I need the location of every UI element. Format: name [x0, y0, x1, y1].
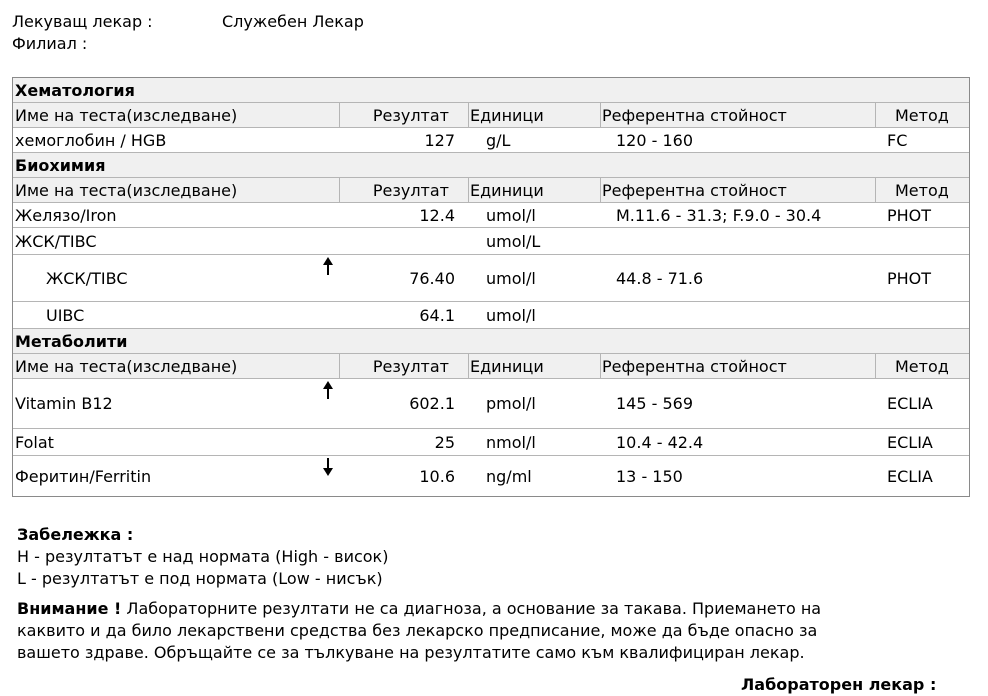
- column-name-header: Име на теста(изследване): [15, 180, 238, 200]
- test-reference: 13 - 150: [616, 466, 683, 486]
- column-result-header: Резултат: [372, 105, 449, 125]
- column-units-header: Единици: [470, 356, 544, 376]
- test-method: FC: [887, 130, 908, 150]
- column-header-row: [13, 354, 969, 379]
- section-header: [13, 78, 969, 103]
- test-result: 76.40: [409, 268, 455, 288]
- column-divider: [339, 354, 340, 378]
- test-units: umol/l: [486, 305, 536, 325]
- test-method: PHOT: [887, 268, 932, 288]
- section-title: Метаболити: [15, 331, 128, 351]
- test-method: ECLIA: [887, 394, 933, 413]
- notes-high: H - резултатът е над нормата (High - висок): [17, 547, 389, 566]
- test-name: UIBC: [46, 305, 85, 325]
- column-method-header: Метод: [895, 180, 949, 200]
- section-title: Биохимия: [15, 155, 106, 175]
- test-result: 127: [424, 130, 455, 150]
- column-name-header: Име на теста(изследване): [15, 105, 238, 125]
- column-divider: [339, 103, 340, 127]
- test-result: 10.6: [419, 466, 455, 486]
- test-name: Желязо/Iron: [15, 205, 117, 225]
- branch-row: [12, 34, 364, 54]
- test-method: PHOT: [887, 205, 932, 225]
- column-divider: [339, 178, 340, 202]
- table-row: [13, 302, 969, 329]
- warning-line-1: Лабораторните резултати не са диагноза, а основание за такава. Приемането на: [121, 599, 822, 618]
- test-method: ECLIA: [887, 466, 933, 486]
- notes-title: Забележка :: [17, 525, 134, 544]
- report-header: [12, 12, 364, 54]
- test-name: ЖСК/TIBC: [15, 231, 97, 251]
- table-row: [13, 128, 969, 153]
- warning-paragraph: [17, 598, 821, 664]
- column-divider: [468, 178, 469, 202]
- test-method: ECLIA: [887, 432, 933, 452]
- warning-line-3: вашето здраве. Обръщайте се за тълкуване на резултатите само към квалифициран лекар.: [17, 643, 805, 662]
- table-row: [13, 255, 969, 302]
- test-units: umol/l: [486, 205, 536, 225]
- test-units: umol/l: [486, 268, 536, 288]
- table-row: [13, 228, 969, 255]
- column-divider: [875, 103, 876, 127]
- test-name: хемоглобин / HGB: [15, 130, 167, 150]
- column-divider: [875, 354, 876, 378]
- results-table: [12, 77, 970, 497]
- column-result-header: Резултат: [372, 180, 449, 200]
- test-units: umol/L: [486, 231, 541, 251]
- up-arrow-icon: [323, 379, 333, 428]
- up-arrow-icon: [323, 255, 333, 301]
- section-header: [13, 329, 969, 354]
- test-name: Vitamin B12: [15, 394, 113, 413]
- test-result: 25: [434, 432, 455, 452]
- section-title: Хематология: [15, 80, 135, 100]
- test-name: Folat: [15, 432, 54, 452]
- test-reference: 10.4 - 42.4: [616, 432, 704, 452]
- warning-label: Внимание !: [17, 599, 122, 618]
- doctor-value: Служебен Лекар: [222, 12, 364, 31]
- column-divider: [468, 354, 469, 378]
- table-row: [13, 379, 969, 429]
- branch-label: Филиал :: [12, 34, 88, 53]
- lab-doctor-label: Лабораторен лекар :: [741, 675, 937, 694]
- column-divider: [600, 178, 601, 202]
- test-reference: 120 - 160: [616, 130, 694, 150]
- column-reference-header: Референтна стойност: [602, 105, 787, 125]
- test-name: Феритин/Ferritin: [15, 466, 152, 486]
- test-result: 12.4: [419, 205, 455, 225]
- doctor-label: Лекуващ лекар :: [12, 12, 153, 31]
- test-units: g/L: [486, 130, 511, 150]
- doctor-row: [12, 12, 364, 32]
- test-units: ng/ml: [486, 466, 532, 486]
- column-units-header: Единици: [470, 105, 544, 125]
- column-divider: [468, 103, 469, 127]
- test-result: 64.1: [419, 305, 455, 325]
- column-method-header: Метод: [895, 356, 949, 376]
- test-result: 602.1: [409, 394, 455, 413]
- column-result-header: Резултат: [372, 356, 449, 376]
- column-divider: [600, 354, 601, 378]
- test-reference: M.11.6 - 31.3; F.9.0 - 30.4: [616, 205, 822, 225]
- column-method-header: Метод: [895, 105, 949, 125]
- column-units-header: Единици: [470, 180, 544, 200]
- test-name: ЖСК/TIBC: [46, 268, 128, 288]
- test-units: nmol/l: [486, 432, 536, 452]
- column-header-row: [13, 178, 969, 203]
- notes-low: L - резултатът е под нормата (Low - нисък): [17, 569, 383, 588]
- test-reference: 145 - 569: [616, 394, 694, 413]
- column-name-header: Име на теста(изследване): [15, 356, 238, 376]
- table-row: [13, 456, 969, 496]
- column-divider: [600, 103, 601, 127]
- table-row: [13, 203, 969, 228]
- warning-line-2: каквито и да било лекарствени средства без лекарско предписание, може да бъде опасно за: [17, 621, 818, 640]
- column-divider: [875, 178, 876, 202]
- table-row: [13, 429, 969, 456]
- section-header: [13, 153, 969, 178]
- down-arrow-icon: [323, 456, 333, 496]
- column-reference-header: Референтна стойност: [602, 356, 787, 376]
- column-reference-header: Референтна стойност: [602, 180, 787, 200]
- column-header-row: [13, 103, 969, 128]
- test-units: pmol/l: [486, 394, 536, 413]
- test-reference: 44.8 - 71.6: [616, 268, 704, 288]
